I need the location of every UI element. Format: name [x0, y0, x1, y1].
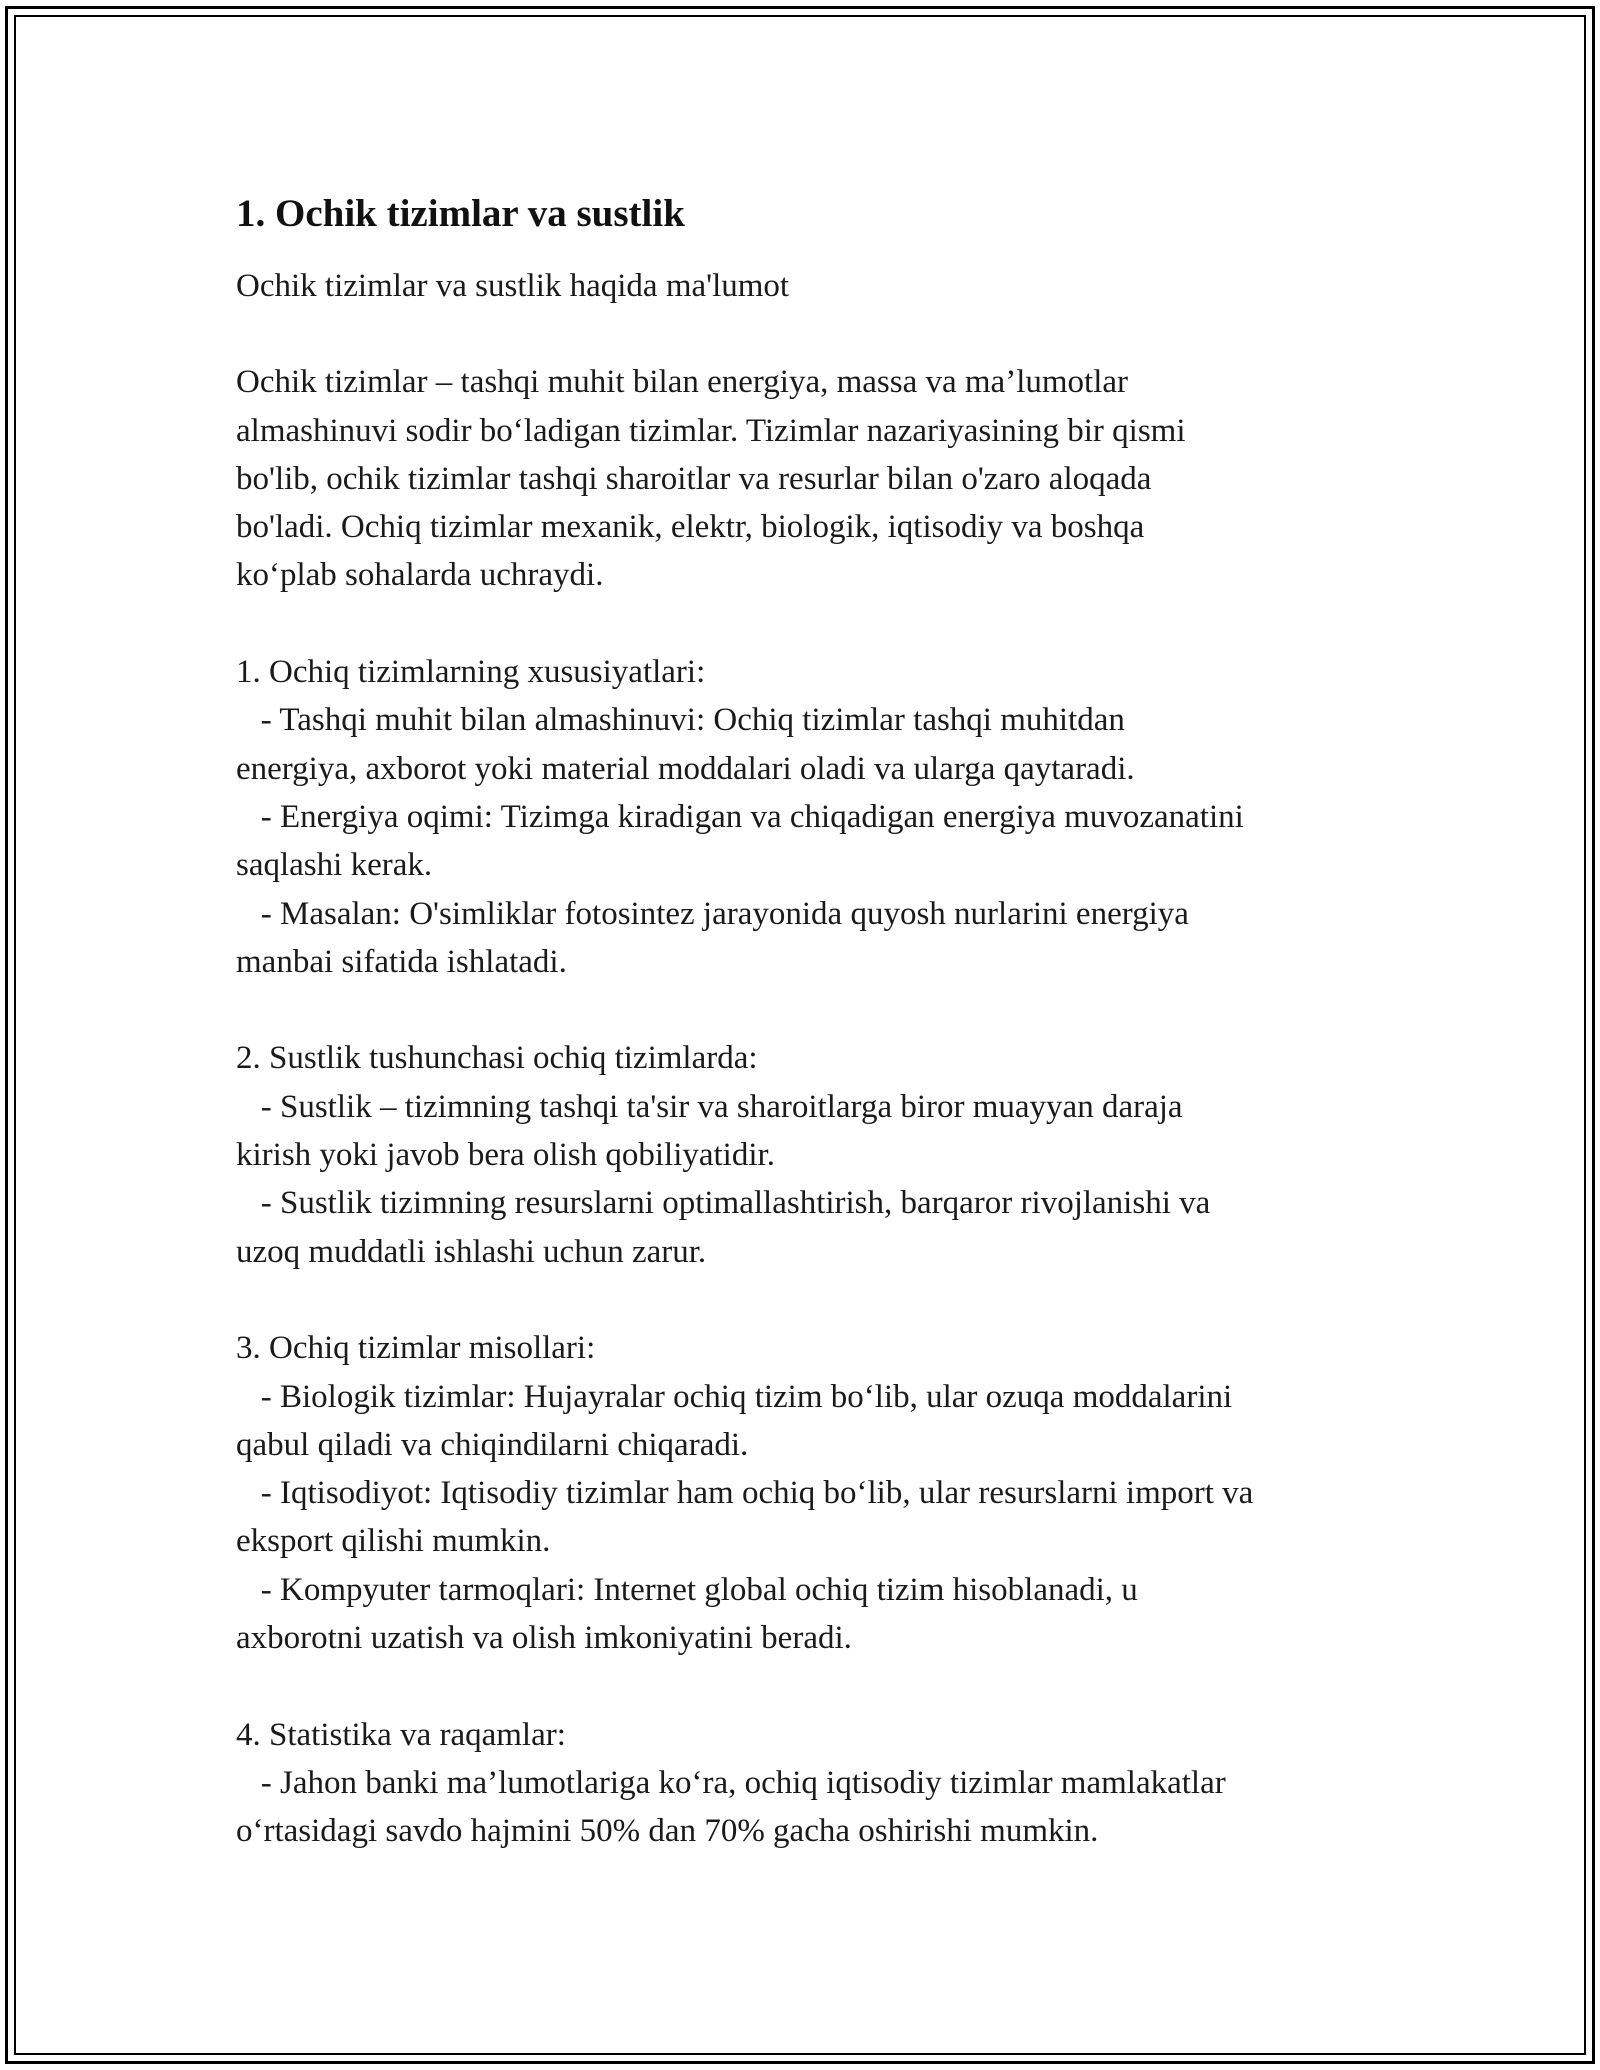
- section-statistika: [236, 1711, 1396, 1856]
- section-heading: 3. Ochiq tizimlar misollari:: [236, 1330, 596, 1367]
- document-subtitle: Ochik tizimlar va sustlik haqida ma'lumot: [236, 268, 790, 304]
- text-line: eksport qilishi mumkin.: [236, 1523, 551, 1560]
- text-line: - Energiya oqimi: Tizimga kiradigan va chiqadigan energiya muvozanatini: [236, 798, 1244, 835]
- text-line: - Kompyuter tarmoqlari: Internet global ochiq tizim hisoblanadi, u: [236, 1571, 1138, 1608]
- text-line: bo'ladi. Ochiq tizimlar mexanik, elektr, biologik, iqtisodiy va boshqa: [236, 509, 1145, 546]
- text-line: almashinuvi sodir bo‘ladigan tizimlar. Tizimlar nazariyasining bir qismi: [236, 412, 1186, 449]
- text-line: o‘rtasidagi savdo hajmini 50% dan 70% gacha oshirishi mumkin.: [236, 1813, 1099, 1850]
- section-heading: 4. Statistika va raqamlar:: [236, 1716, 566, 1753]
- text-line: - Jahon banki ma’lumotlariga ko‘ra, ochiq iqtisodiy tizimlar mamlakatlar: [236, 1764, 1226, 1801]
- text-line: bo'lib, ochik tizimlar tashqi sharoitlar va resurlar bilan o'zaro aloqada: [236, 460, 1152, 497]
- section-sustlik: [236, 1034, 1396, 1275]
- blank-line: [236, 1662, 1396, 1710]
- section-xususiyatlar: [236, 648, 1396, 986]
- text-line: - Sustlik tizimning resurslarni optimallashtirish, barqaror rivojlanishi va: [236, 1185, 1211, 1222]
- blank-line: [236, 310, 1396, 358]
- document-body: [236, 186, 1396, 1856]
- blank-line: [236, 986, 1396, 1034]
- document-title: 1. Ochik tizimlar va sustlik: [236, 192, 685, 235]
- text-line: saqlashi kerak.: [236, 847, 433, 884]
- intro-paragraph: [236, 358, 1396, 599]
- section-heading: 2. Sustlik tushunchasi ochiq tizimlarda:: [236, 1040, 758, 1077]
- section-heading: 1. Ochiq tizimlarning xususiyatlari:: [236, 654, 706, 691]
- text-line: axborotni uzatish va olish imkoniyatini beradi.: [236, 1620, 852, 1657]
- text-line: uzoq muddatli ishlashi uchun zarur.: [236, 1233, 707, 1270]
- text-line: - Tashqi muhit bilan almashinuvi: Ochiq tizimlar tashqi muhitdan: [236, 702, 1125, 739]
- text-line: - Masalan: O'simliklar fotosintez jarayonida quyosh nurlarini energiya: [236, 895, 1189, 932]
- blank-line: [236, 600, 1396, 648]
- text-line: ko‘plab sohalarda uchraydi.: [236, 557, 604, 594]
- section-misollar: [236, 1324, 1396, 1662]
- text-line: - Iqtisodiyot: Iqtisodiy tizimlar ham ochiq bo‘lib, ular resurslarni import va: [236, 1475, 1254, 1512]
- text-line: qabul qiladi va chiqindilarni chiqaradi.: [236, 1426, 749, 1463]
- text-line: - Biologik tizimlar: Hujayralar ochiq tizim bo‘lib, ular ozuqa moddalarini: [236, 1378, 1233, 1415]
- text-line: manbai sifatida ishlatadi.: [236, 943, 567, 980]
- text-line: energiya, axborot yoki material moddalari oladi va ularga qaytaradi.: [236, 750, 1135, 787]
- text-line: kirish yoki javob bera olish qobiliyatidir.: [236, 1137, 775, 1174]
- text-line: Ochik tizimlar – tashqi muhit bilan energiya, massa va ma’lumotlar: [236, 364, 1128, 401]
- blank-line: [236, 1276, 1396, 1324]
- text-line: - Sustlik – tizimning tashqi ta'sir va sharoitlarga biror muayyan daraja: [236, 1088, 1183, 1125]
